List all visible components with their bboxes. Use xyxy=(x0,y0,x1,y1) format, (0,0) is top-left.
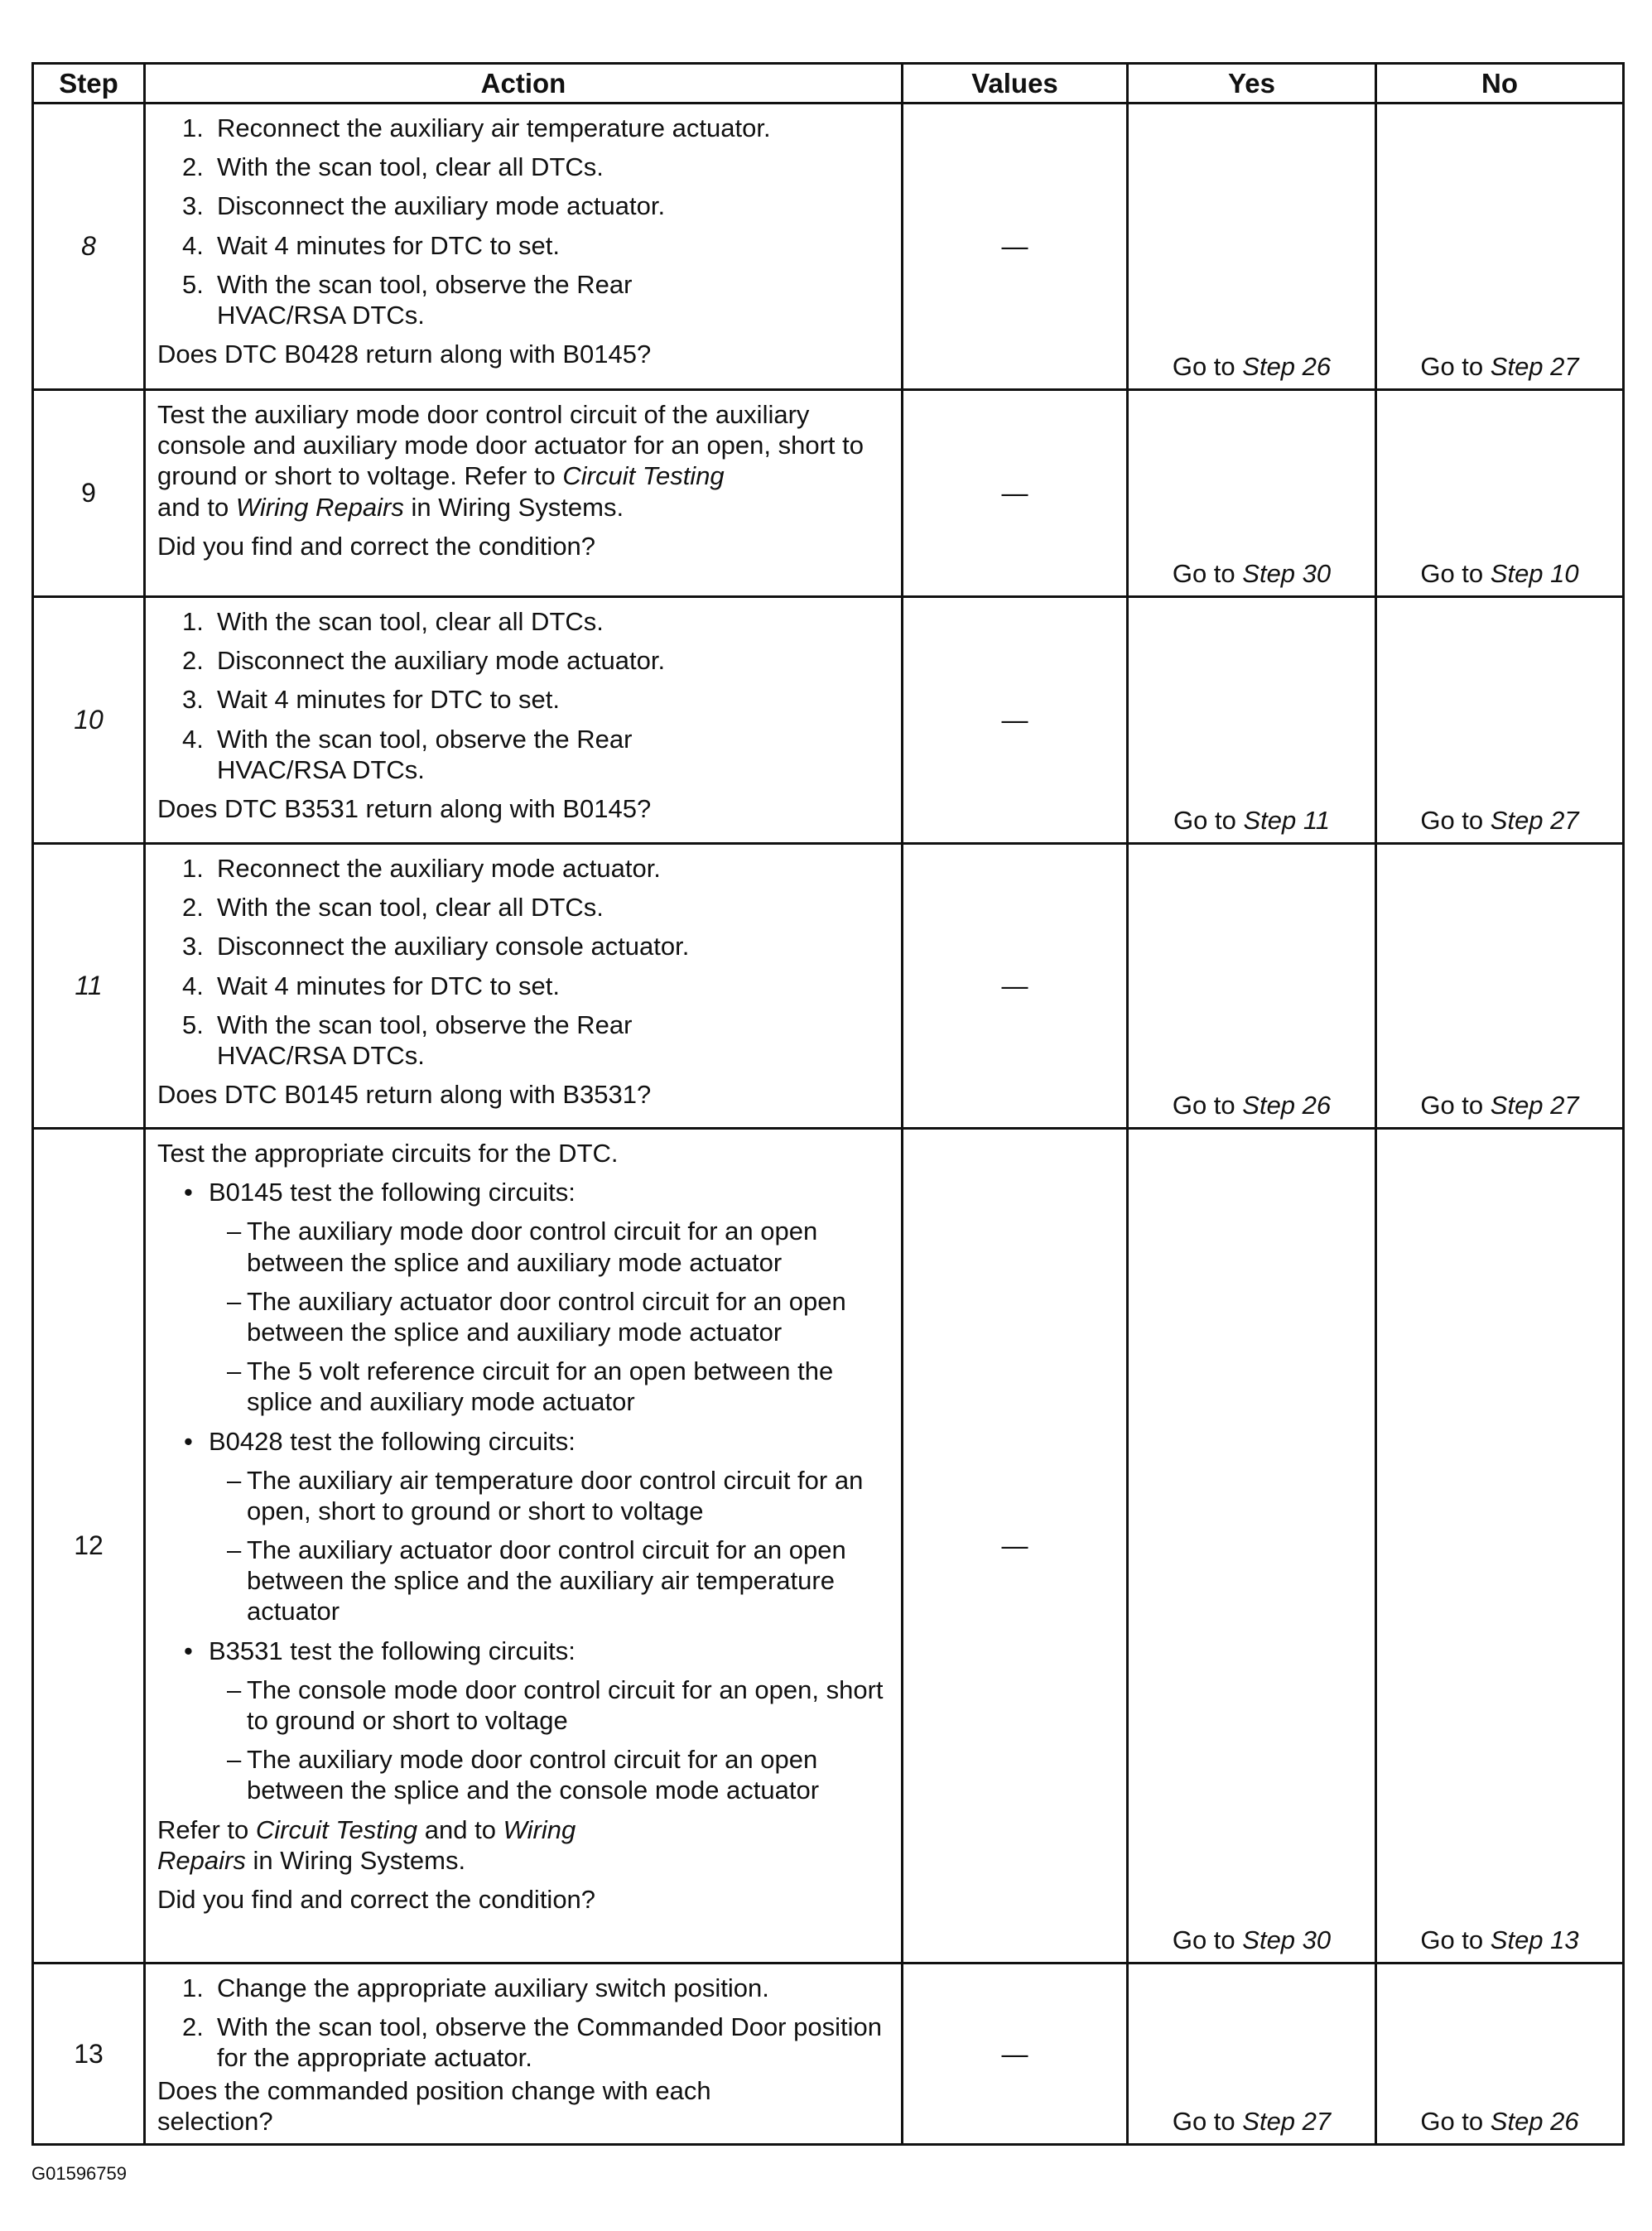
list-item: 4. Wait 4 minutes for DTC to set. xyxy=(182,230,561,260)
list-item: 4. With the scan tool, observe the Rear HVAC/RSA DTCs. xyxy=(182,724,633,784)
sub-item: – The 5 volt reference circuit for an open between the splice and auxiliary mode actuator xyxy=(227,1356,834,1417)
circuit-testing-ref: Circuit Testing xyxy=(562,461,725,491)
list-item: 1. Reconnect the auxiliary air temperature actuator. xyxy=(182,113,771,142)
values-cell: — xyxy=(903,390,1128,597)
yes-cell: Go to Step 27 xyxy=(1128,1964,1376,2145)
no-cell: Go to Step 27 xyxy=(1376,844,1624,1129)
wiring-repairs-ref: Wiring Repairs xyxy=(157,1814,576,1875)
table-row-step-10 xyxy=(33,597,1624,844)
yes-cell: Go to Step 30 xyxy=(1128,1129,1376,1964)
yes-cell: Go to Step 30 xyxy=(1128,390,1376,597)
sub-item: – The auxiliary air temperature door control circuit for an open, short to ground or short to voltage xyxy=(227,1465,864,1525)
values-cell: — xyxy=(903,1964,1128,2145)
action-cell xyxy=(145,1129,903,1964)
sub-item: – The auxiliary actuator door control circuit for an open between the splice and auxiliary mode actuator xyxy=(227,1286,846,1347)
dtc-group: • B0428 test the following circuits: xyxy=(184,1426,576,1456)
action-cell xyxy=(145,104,903,390)
values-cell: — xyxy=(903,597,1128,844)
step-number: 10 xyxy=(33,597,145,844)
list-item: 1. With the scan tool, clear all DTCs. xyxy=(182,607,604,636)
action-list xyxy=(157,606,893,785)
header-step: Step xyxy=(33,64,145,104)
list-item: 4. Wait 4 minutes for DTC to set. xyxy=(182,971,561,1000)
values-cell: — xyxy=(903,844,1128,1129)
action-cell xyxy=(145,390,903,597)
step-number: 9 xyxy=(33,390,145,597)
list-item: 2. Disconnect the auxiliary mode actuator. xyxy=(182,646,666,676)
list-item: 3. Wait 4 minutes for DTC to set. xyxy=(182,685,561,715)
step-number: 13 xyxy=(33,1964,145,2145)
list-item: 2. With the scan tool, clear all DTCs. xyxy=(182,893,604,923)
step-number: 8 xyxy=(33,104,145,390)
yes-cell: Go to Step 26 xyxy=(1128,104,1376,390)
question-text: Does the commanded position change with each selection? xyxy=(157,2075,711,2136)
values-cell: — xyxy=(903,104,1128,390)
list-item: 5. With the scan tool, observe the Rear HVAC/RSA DTCs. xyxy=(182,1009,633,1070)
question-text: Does DTC B0145 return along with B3531? xyxy=(157,1080,652,1110)
header-values: Values xyxy=(903,64,1128,104)
action-cell xyxy=(145,844,903,1129)
sub-item: – The console mode door control circuit for an open, short to ground or short to voltage xyxy=(227,1674,884,1735)
no-cell: Go to Step 10 xyxy=(1376,390,1624,597)
action-paragraph: Test the auxiliary mode door control circuit of the auxiliary console and auxiliary mode door actuator for an open, short to ground or short to voltage. Refer to Circuit Testing and to Wiring Repairs in Wiring Systems. xyxy=(157,400,865,522)
question-text: Did you find and correct the condition? xyxy=(157,1884,596,1914)
list-item: 3. Disconnect the auxiliary mode actuator. xyxy=(182,191,666,221)
diagnostic-table xyxy=(31,62,1625,2146)
action-intro: Test the appropriate circuits for the DTC. xyxy=(157,1139,619,1168)
step-number: 12 xyxy=(33,1129,145,1964)
values-cell: — xyxy=(903,1129,1128,1964)
sub-item: – The auxiliary actuator door control circuit for an open between the splice and the auxiliary air temperature actuator xyxy=(227,1535,846,1626)
action-cell xyxy=(145,597,903,844)
no-cell: Go to Step 27 xyxy=(1376,104,1624,390)
question-text: Did you find and correct the condition? xyxy=(157,531,596,561)
header-row xyxy=(33,64,1624,104)
table-row-step-8 xyxy=(33,104,1624,390)
sub-item: – The auxiliary mode door control circuit for an open between the splice and the console mode actuator xyxy=(227,1745,820,1805)
action-list xyxy=(157,853,893,1071)
refer-text: Refer to Circuit Testing and to Wiring Repairs in Wiring Systems. xyxy=(157,1814,576,1875)
list-item: 1. Change the appropriate auxiliary switch position. xyxy=(182,1973,769,2002)
header-no: No xyxy=(1376,64,1624,104)
list-item: 3. Disconnect the auxiliary console actuator. xyxy=(182,932,690,961)
header-action: Action xyxy=(145,64,903,104)
action-list xyxy=(157,113,893,330)
action-list xyxy=(157,1973,893,2074)
table-row-step-11 xyxy=(33,844,1624,1129)
header-yes: Yes xyxy=(1128,64,1376,104)
list-item: 5. With the scan tool, observe the Rear HVAC/RSA DTCs. xyxy=(182,269,633,330)
table-row-step-12 xyxy=(33,1129,1624,1964)
no-cell: Go to Step 13 xyxy=(1376,1129,1624,1964)
yes-cell: Go to Step 26 xyxy=(1128,844,1376,1129)
figure-id: G01596759 xyxy=(31,2163,127,2184)
circuit-testing-ref: Circuit Testing xyxy=(255,1814,418,1844)
dtc-group: • B0145 test the following circuits: xyxy=(184,1178,576,1207)
dtc-group: • B3531 test the following circuits: xyxy=(184,1636,576,1665)
list-item: 2. With the scan tool, clear all DTCs. xyxy=(182,152,604,182)
table-row-step-13 xyxy=(33,1964,1624,2145)
question-text: Does DTC B0428 return along with B0145? xyxy=(157,340,652,369)
action-cell xyxy=(145,1964,903,2145)
yes-cell: Go to Step 11 xyxy=(1128,597,1376,844)
step-number: 11 xyxy=(33,844,145,1129)
list-item: 2. With the scan tool, observe the Commanded Door position for the appropriate actuator. xyxy=(182,2012,882,2073)
list-item: 1. Reconnect the auxiliary mode actuator. xyxy=(182,854,661,883)
sub-item: – The auxiliary mode door control circuit for an open between the splice and auxiliary mode actuator xyxy=(227,1217,818,1277)
question-text: Does DTC B3531 return along with B0145? xyxy=(157,793,652,823)
no-cell: Go to Step 26 xyxy=(1376,1964,1624,2145)
table-row-step-9 xyxy=(33,390,1624,597)
no-cell: Go to Step 27 xyxy=(1376,597,1624,844)
wiring-repairs-ref: Wiring Repairs xyxy=(235,492,404,522)
